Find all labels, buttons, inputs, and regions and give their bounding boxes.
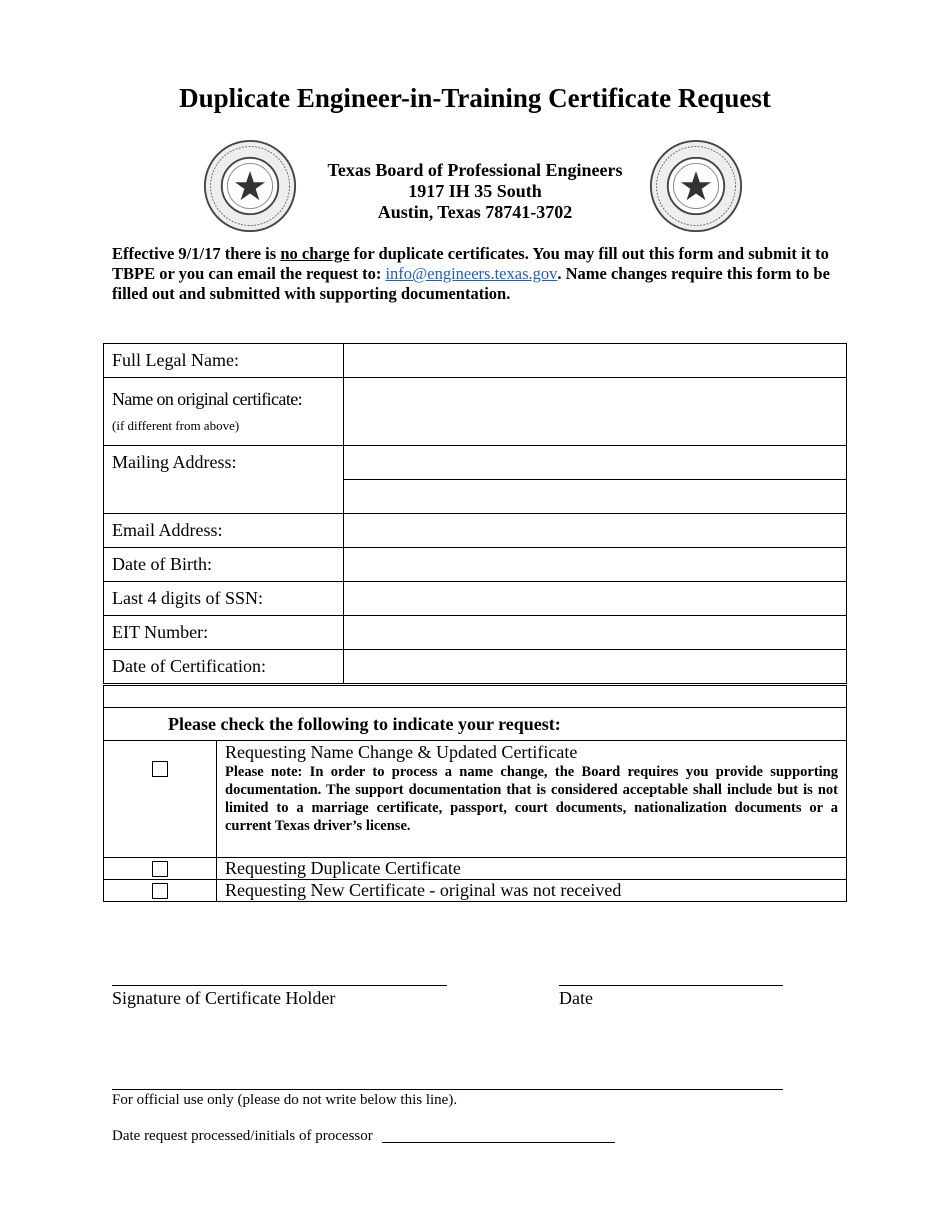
certification-date-label: Date of Certification: (104, 650, 344, 684)
mailing-address-line1-field[interactable] (344, 446, 847, 480)
notice-paragraph (112, 244, 842, 304)
original-name-label-text: Name on original certificate: (112, 389, 303, 409)
original-name-field[interactable] (344, 378, 847, 446)
full-legal-name-field[interactable] (344, 344, 847, 378)
notice-text: Effective 9/1/17 there is (112, 244, 281, 263)
official-use-divider (112, 1089, 783, 1090)
ssn-field[interactable] (344, 582, 847, 616)
notice-no-charge: no charge (280, 244, 350, 263)
request-table (103, 685, 847, 902)
notice-text: . Name changes require this form to be filled out and submitted with supporting documentation. (112, 264, 830, 303)
board-name: Texas Board of Professional Engineers (327, 160, 623, 180)
ssn-label: Last 4 digits of SSN: (104, 582, 344, 616)
spacer-row (104, 686, 847, 708)
official-use-note: For official use only (please do not write below this line). (112, 1092, 458, 1108)
new-certificate-checkbox[interactable] (152, 883, 168, 899)
board-street: 1917 IH 35 South (408, 181, 542, 201)
mailing-address-line2-field[interactable] (344, 480, 847, 514)
name-change-check-cell (104, 741, 217, 858)
email-address-label: Email Address: (104, 514, 344, 548)
full-legal-name-label: Full Legal Name: (104, 344, 344, 378)
state-seal-icon (649, 139, 743, 233)
new-check-cell (104, 880, 217, 902)
name-change-cell (217, 741, 847, 858)
original-name-label (104, 378, 344, 446)
board-address (300, 160, 650, 223)
new-certificate-label: Requesting New Certificate - original was not received (217, 880, 847, 902)
request-heading: Please check the following to indicate your request: (104, 708, 847, 741)
signature-label: Signature of Certificate Holder (112, 988, 336, 1008)
eit-number-field[interactable] (344, 616, 847, 650)
eit-number-label: EIT Number: (104, 616, 344, 650)
processed-label: Date request processed/initials of processor (112, 1128, 373, 1144)
duplicate-checkbox[interactable] (152, 861, 168, 877)
certification-date-field[interactable] (344, 650, 847, 684)
original-name-note: (if different from above) (112, 418, 240, 433)
applicant-info-table (103, 343, 847, 684)
date-line[interactable] (559, 985, 783, 986)
duplicate-label: Requesting Duplicate Certificate (217, 858, 847, 880)
board-city: Austin, Texas 78741-3702 (377, 202, 573, 222)
form-title: Duplicate Engineer-in-Training Certificate Request (179, 83, 771, 113)
name-change-note: Please note: In order to process a name change, the Board requires you provide supporting documentation. The support documentation that is considered acceptable shall include but is not limited to a marriage certificate, passport, court documents, nationalization documents or a current Texas driver’s license. (225, 764, 838, 834)
processed-line[interactable] (382, 1142, 615, 1143)
dob-label: Date of Birth: (104, 548, 344, 582)
date-label: Date (559, 988, 593, 1008)
dob-field[interactable] (344, 548, 847, 582)
duplicate-check-cell (104, 858, 217, 880)
name-change-checkbox[interactable] (152, 761, 168, 777)
notice-text: for duplicate certificates. You may fill out this form and submit it to TBPE or you can email the request to: (112, 244, 829, 283)
email-address-field[interactable] (344, 514, 847, 548)
email-link[interactable]: info@engineers.texas.gov (385, 264, 558, 283)
signature-line[interactable] (112, 985, 447, 986)
mailing-address-label: Mailing Address: (104, 446, 344, 514)
name-change-label: Requesting Name Change & Updated Certificate (225, 742, 578, 762)
state-seal-icon (203, 139, 297, 233)
